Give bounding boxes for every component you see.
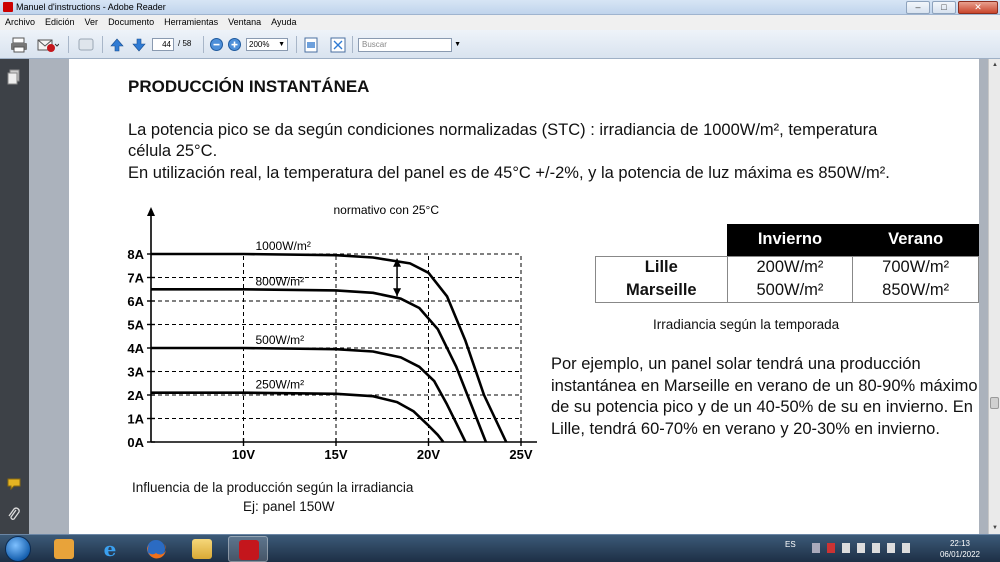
search-input[interactable] [358, 38, 461, 52]
chart-annotation: normativo con 25°C [333, 204, 440, 217]
table-cell: 200W/m² [727, 256, 853, 279]
series-line [151, 393, 443, 442]
email-icon[interactable] [37, 37, 59, 54]
x-tick-label: 25V [509, 447, 533, 462]
difference-arrow-head [393, 288, 401, 296]
flag-icon[interactable] [902, 543, 910, 553]
table-row [596, 256, 979, 279]
vertical-scrollbar[interactable] [988, 59, 1000, 534]
firefox-icon [146, 539, 166, 559]
page-number-input[interactable]: 44 [152, 38, 174, 51]
y-tick-label: 1A [127, 411, 144, 427]
scroll-down-icon[interactable]: ▼ [992, 525, 998, 531]
table-cell-city: Marseille [596, 279, 728, 302]
y-tick-label: 5A [127, 317, 144, 333]
series-line [151, 289, 486, 442]
start-button[interactable] [5, 536, 31, 562]
taskbar-file-explorer[interactable] [182, 536, 222, 562]
volume-icon[interactable] [872, 543, 880, 553]
svg-text:e: e [103, 539, 117, 559]
paragraph-line: La potencia pico se da según condiciones normalizadas (STC) : irradiancia de 1000W/m², temperatura [128, 121, 878, 139]
iv-curve-chart [107, 204, 537, 464]
maximize-button[interactable]: □ [932, 1, 956, 14]
battery-icon[interactable] [887, 543, 895, 553]
minimize-button[interactable]: – [906, 1, 930, 14]
chevron-down-icon: ▼ [278, 41, 285, 48]
irradiance-table [595, 224, 979, 303]
series-label: 800W/m² [255, 274, 305, 289]
taskbar-media-player[interactable] [44, 536, 84, 562]
page-total: / 58 [178, 39, 192, 48]
table-cell-city: Lille [596, 256, 728, 279]
table-header-row [596, 224, 979, 256]
language-indicator[interactable]: ES [785, 540, 796, 549]
close-button[interactable]: ✕ [958, 1, 998, 14]
y-tick-label: 3A [127, 364, 144, 380]
y-tick-label: 8A [127, 247, 144, 262]
example-paragraph: Por ejemplo, un panel solar tendrá una producción instantánea en Marseille en verano de un 80-90% máximo de su potencia pico y de un 40-50% de su en invierno. En Lille, tendrá 60-70% en verano y 20-30% en invierno. [551, 355, 978, 438]
menu-ventana[interactable]: Ventana [228, 17, 262, 27]
window-title: Manuel d'instructions - Adobe Reader [16, 2, 166, 12]
series-label: 1000W/m² [255, 239, 311, 253]
menu-edicion[interactable]: Edición [45, 17, 75, 27]
pages-panel-icon[interactable] [7, 69, 21, 85]
print-icon[interactable] [10, 37, 28, 54]
table-cell: 700W/m² [853, 256, 979, 279]
collaborate-icon[interactable] [77, 37, 95, 54]
menu-ver[interactable]: Ver [84, 17, 99, 27]
y-tick-label: 4A [127, 341, 144, 356]
network-icon[interactable] [857, 543, 865, 553]
clock-time: 22:13 [949, 539, 971, 548]
tray-icon[interactable] [827, 543, 835, 553]
folder-icon [192, 539, 212, 559]
fit-width-icon[interactable] [304, 37, 318, 54]
adobe-reader-icon [239, 540, 259, 560]
menu-archivo[interactable]: Archivo [5, 17, 36, 27]
taskbar-firefox[interactable] [136, 536, 176, 562]
x-tick-label: 10V [231, 447, 256, 462]
chart-caption: Ej: panel 150W [243, 499, 335, 514]
x-tick-label: 15V [324, 447, 348, 462]
clock[interactable] [930, 538, 990, 560]
scrollbar-thumb[interactable] [990, 397, 999, 409]
zoom-in-icon[interactable] [228, 38, 241, 55]
y-tick-label: 6A [127, 294, 144, 309]
x-tick-label: 20V [416, 447, 441, 462]
table-caption: Irradiancia según la temporada [653, 317, 840, 332]
series-label: 250W/m² [255, 377, 305, 392]
table-cell: 500W/m² [727, 279, 853, 302]
y-tick-label: 0A [127, 435, 144, 450]
menu-herramientas[interactable]: Herramientas [164, 17, 219, 27]
y-tick-label: 7A [127, 270, 144, 286]
adobe-reader-icon [3, 2, 13, 12]
paragraph-line: En utilización real, la temperatura del panel es de 45°C +/-2%, y la potencia de luz máxima es 850W/m². [128, 164, 890, 182]
menu-documento[interactable]: Documento [108, 17, 155, 27]
menu-ayuda[interactable]: Ayuda [271, 17, 297, 27]
scroll-up-icon[interactable]: ▲ [992, 62, 998, 68]
zoom-select[interactable] [246, 38, 288, 51]
table-cell: 850W/m² [853, 279, 979, 302]
menu-bar [0, 15, 1000, 30]
chevron-down-icon[interactable]: ▼ [454, 41, 461, 48]
zoom-value: 200% [249, 40, 270, 49]
taskbar-adobe-reader[interactable] [228, 536, 268, 562]
attachments-icon[interactable] [7, 507, 21, 523]
section-heading: PRODUCCIÓN INSTANTÁNEA [128, 77, 370, 96]
tray-icon[interactable] [812, 543, 820, 553]
previous-page-icon[interactable] [110, 38, 124, 55]
taskbar [0, 534, 1000, 562]
next-page-icon[interactable] [132, 38, 146, 55]
toolbar [0, 30, 1000, 59]
table-header: Verano [853, 224, 979, 256]
search-placeholder: Buscar [362, 40, 387, 49]
y-axis-arrow [147, 207, 155, 216]
taskbar-internet-explorer[interactable] [90, 536, 130, 562]
document-area [29, 59, 989, 534]
series-label: 500W/m² [255, 333, 305, 347]
comments-icon[interactable] [7, 477, 21, 493]
clock-date: 06/01/2022 [939, 550, 981, 559]
table-header: Invierno [727, 224, 853, 256]
table-row [596, 279, 979, 302]
title-bar [0, 0, 1000, 15]
tray-icon[interactable] [842, 543, 850, 553]
pdf-page [69, 59, 979, 534]
fit-page-icon[interactable] [330, 37, 346, 54]
y-tick-label: 2A [127, 388, 144, 403]
table-header-blank [596, 224, 728, 256]
paragraph-line: célula 25°C. [128, 142, 218, 160]
internet-explorer-icon [100, 539, 120, 559]
navigation-pane [0, 59, 29, 534]
zoom-out-icon[interactable] [210, 38, 223, 55]
media-player-icon [54, 539, 74, 559]
chart-caption: Influencia de la producción según la irradiancia [132, 480, 414, 495]
